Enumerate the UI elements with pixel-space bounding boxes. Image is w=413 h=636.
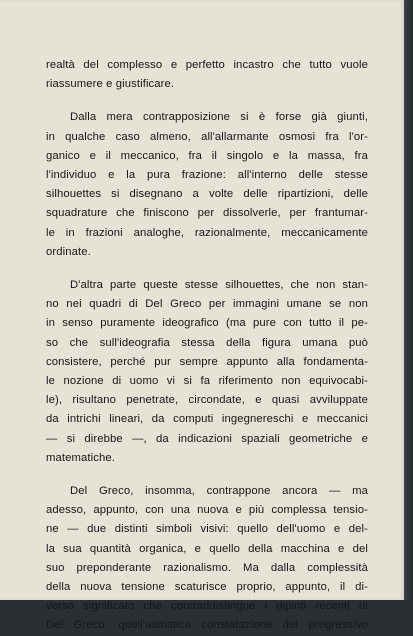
text-line: in qualche caso almeno, all'allarmante osmosi fra l'or- xyxy=(46,130,368,143)
text-line: so che sull'ideografia stessa della figura umana può xyxy=(46,336,368,349)
text-line: Del Greco: quell'asmatica constatazione del progressivo xyxy=(46,619,368,632)
text-line: matematiche. xyxy=(46,451,116,464)
paragraph-2 xyxy=(46,108,368,262)
text-line: consistere, perché pur sempre appunto alla fondamenta- xyxy=(46,355,368,368)
text-line: da intrichi lineari, da computi ingegnereschi e meccanici xyxy=(46,413,368,426)
text-line: silhouettes si disegnano a volte delle ripartizioni, delle xyxy=(46,188,368,201)
paragraph-3 xyxy=(46,276,368,468)
text-line: suo preponderante razionalismo. Ma dalla complessità xyxy=(46,561,368,574)
text-line: realtà del complesso e perfetto incastro che tutto vuole xyxy=(46,59,368,71)
text-line: adesso, appunto, con una nuova e più complessa tensio- xyxy=(46,504,368,517)
page-edge xyxy=(404,0,413,600)
text-line: le), risultano penetrate, circondate, e quasi avviluppate xyxy=(46,394,368,407)
text-line: — si direbbe —, da indicazioni spaziali geometriche e xyxy=(46,432,368,445)
text-line: Dalla mera contrapposizione si è forse già giunti, xyxy=(70,111,368,124)
text-line: ne — due distinti simboli visivi: quello dell'uomo e del- xyxy=(46,523,368,536)
text-line: le nozione di uomo vi si fa riferimento non equivocabi- xyxy=(46,375,368,388)
text-line: le in frazioni analoghe, razionalmente, meccanicamente xyxy=(46,226,368,239)
page-text xyxy=(46,56,368,636)
text-line: riassumere e giustificare. xyxy=(46,78,175,91)
text-line: squadrature che finiscono per dissolverle, per frantumar- xyxy=(46,207,368,220)
text-line: Del Greco, insomma, contrappone ancora — ma xyxy=(70,485,368,498)
text-line: no nei quadri di Del Greco per immagini umane se non xyxy=(46,298,368,311)
text-line: l'individuo e la pura frazione: all'interno delle stesse xyxy=(46,169,368,182)
text-line: ganico e il meccanico, fra il singolo e la massa, fra xyxy=(46,149,368,162)
text-line: in senso puramente ideografico (ma pure con tutto il pe- xyxy=(46,317,368,330)
text-line: della nuova tensione scaturisce proprio, appunto, il di- xyxy=(46,581,368,594)
text-line: la sua quantità organica, e quello della macchina e del xyxy=(46,542,368,555)
text-line: D'altra parte queste stesse silhouettes, che non stan- xyxy=(70,279,368,292)
text-line: verso significato che contraddistingue i dipinti recenti di xyxy=(46,600,368,613)
text-line: ordinate. xyxy=(46,245,91,258)
paragraph-1 xyxy=(46,56,368,94)
paragraph-4 xyxy=(46,482,368,636)
